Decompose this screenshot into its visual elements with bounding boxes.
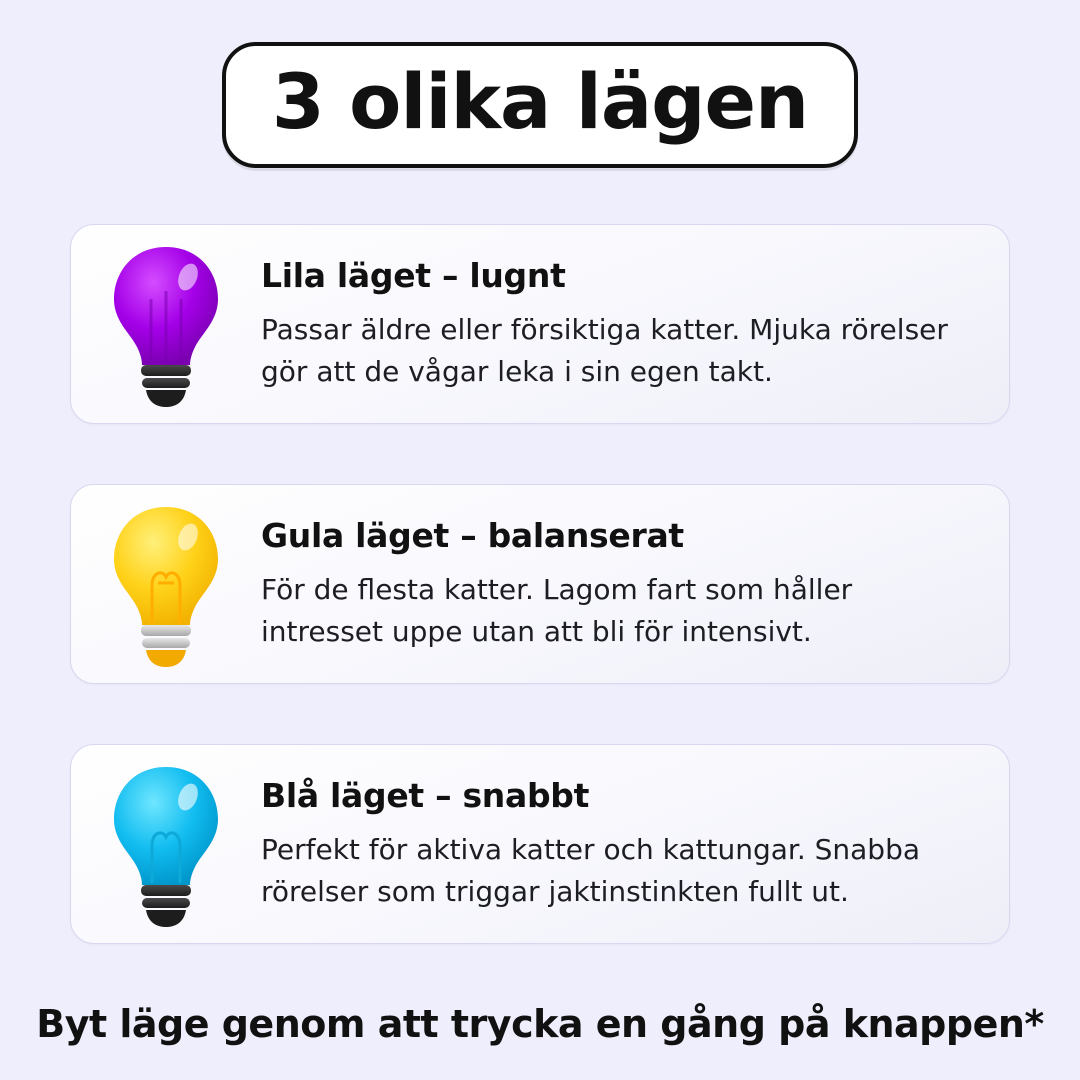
mode-card-yellow[interactable] (70, 484, 1010, 684)
title-container (0, 42, 1080, 168)
mode-title: Blå läget – snabbt (261, 776, 590, 816)
mode-card-blue[interactable] (70, 744, 1010, 944)
title-pill (222, 42, 858, 168)
footer-note: Byt läge genom att trycka en gång på knappen* (36, 1002, 1044, 1046)
mode-title: Lila läget – lugnt (261, 256, 566, 296)
bulb-cell (71, 485, 261, 683)
lightbulb-icon (106, 499, 226, 669)
mode-description: För de flesta katter. Lagom fart som håller intresset uppe utan att bli för intensivt. (261, 573, 853, 648)
mode-text (261, 776, 1001, 912)
mode-description: Passar äldre eller försiktiga katter. Mjuka rörelser gör att de vågar leka i sin egen takt. (261, 313, 948, 388)
bulb-cell (71, 225, 261, 423)
mode-card-purple[interactable] (70, 224, 1010, 424)
mode-text (261, 516, 1001, 652)
lightbulb-icon (106, 759, 226, 929)
bulb-cell (71, 745, 261, 943)
mode-title: Gula läget – balanserat (261, 516, 684, 556)
mode-description: Perfekt för aktiva katter och kattungar. Snabba rörelser som triggar jaktinstinkten fullt ut. (261, 833, 920, 908)
page-title: 3 olika lägen (271, 57, 809, 146)
mode-text (261, 256, 1001, 392)
lightbulb-icon (106, 239, 226, 409)
footer (0, 1002, 1080, 1046)
mode-card-list (70, 224, 1010, 1004)
